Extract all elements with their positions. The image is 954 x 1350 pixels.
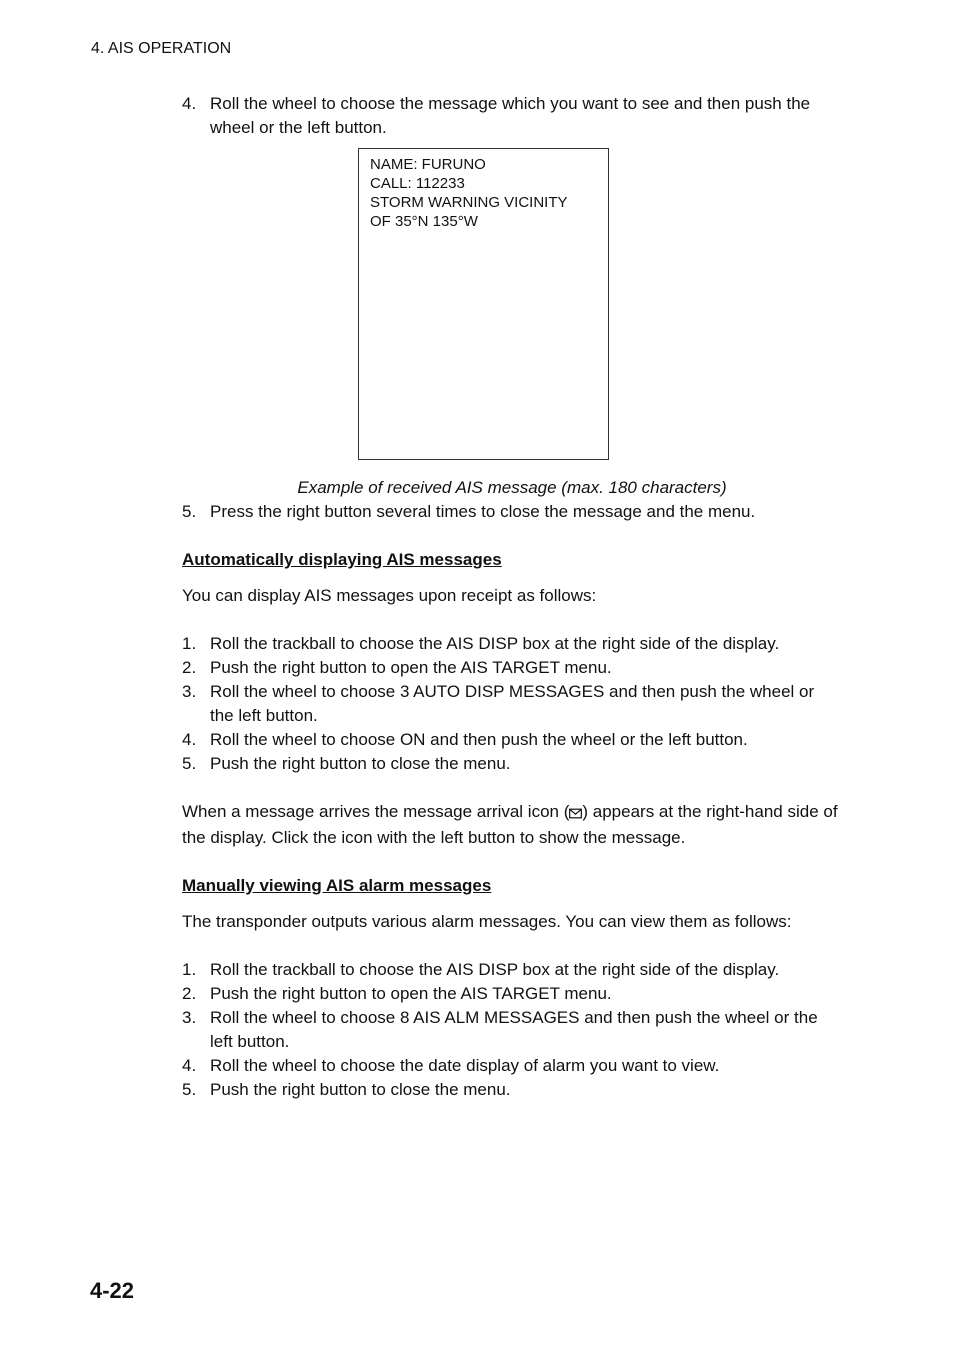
step-text: Roll the wheel to choose the date display of alarm you want to view. [210,1056,720,1075]
auto-display-steps [182,632,842,776]
step-text: Roll the wheel to choose 8 AIS ALM MESSAGES and then push the wheel or the left button. [210,1008,818,1051]
step-text: Push the right button to close the menu. [210,1080,511,1099]
step-number: 5. [182,502,197,521]
step-number: 2. [182,984,197,1003]
step-text: Roll the wheel to choose ON and then push the wheel or the left button. [210,730,748,749]
step-number: 2. [182,658,197,677]
message-arrival-note [182,800,842,850]
message-line-call: CALL: 112233 [370,175,465,192]
step-text: Press the right button several times to close the message and the menu. [210,502,756,521]
list-item [182,752,842,776]
step-number: 3. [182,682,197,701]
page-number: 4-22 [90,1278,135,1303]
list-item [182,1006,842,1054]
note-text-before: When a message arrives the message arrival icon ( [182,802,570,821]
step-text: Roll the trackball to choose the AIS DISP box at the right side of the display. [210,960,780,979]
step-5-close [182,500,842,524]
running-header: 4. AIS OPERATION [91,40,232,57]
page-content [182,92,842,1102]
step-text: Push the right button to close the menu. [210,754,511,773]
step-text: Roll the wheel to choose the message which you want to see and then push the wheel or the left button. [210,94,811,137]
step-number: 5. [182,754,197,773]
step-number: 5. [182,1080,197,1099]
ais-message-example-box [358,148,609,460]
list-item [182,1078,842,1102]
list-item [182,958,842,982]
step-number: 4. [182,1056,197,1075]
list-item [182,1054,842,1078]
step-text: Push the right button to open the AIS TARGET menu. [210,984,612,1003]
list-item [182,982,842,1006]
manual-alarm-intro: The transponder outputs various alarm messages. You can view them as follows: [182,912,792,931]
envelope-icon [569,802,582,826]
message-line-text-1: STORM WARNING VICINITY [370,194,568,211]
step-number: 4. [182,94,197,113]
list-item [182,728,842,752]
list-item [182,632,842,656]
message-line-text-2: OF 35°N 135°W [370,213,478,230]
step-text: Roll the wheel to choose 3 AUTO DISP MESSAGES and then push the wheel or the left button. [210,682,815,725]
step-text: Roll the trackball to choose the AIS DISP box at the right side of the display. [210,634,780,653]
message-line-name: NAME: FURUNO [370,156,486,173]
figure-caption: Example of received AIS message (max. 180 characters) [297,478,727,497]
step-4-view-message [182,92,842,140]
list-item [182,680,842,728]
manual-alarm-steps [182,958,842,1102]
step-text: Push the right button to open the AIS TARGET menu. [210,658,612,677]
auto-display-intro: You can display AIS messages upon receipt as follows: [182,586,597,605]
step-number: 3. [182,1008,197,1027]
note-text-after: ) appears at the right-hand side of the display. Click the icon with the left button to show the message. [182,802,838,847]
heading-auto-display: Automatically displaying AIS messages [182,550,502,569]
step-number: 1. [182,634,197,653]
heading-manual-alarm: Manually viewing AIS alarm messages [182,876,492,895]
step-number: 4. [182,730,197,749]
list-item [182,656,842,680]
step-number: 1. [182,960,197,979]
